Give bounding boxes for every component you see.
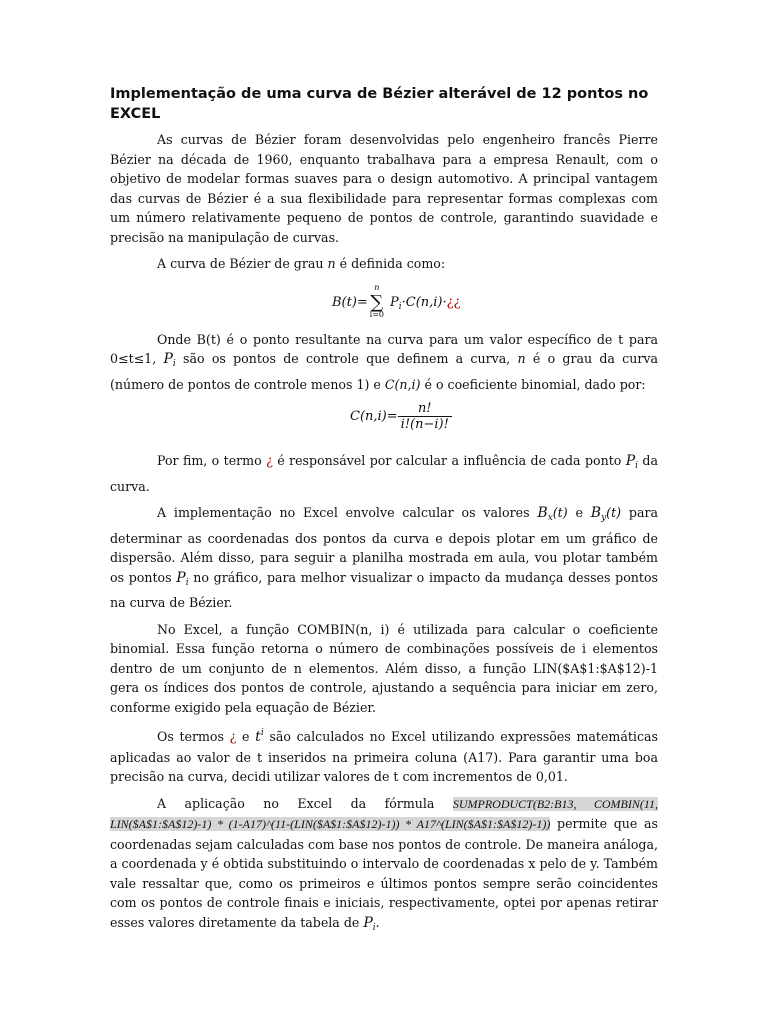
excel-formula: SUMPRODUCT(B2:B13, COMBIN(11, LIN($A$1:$A$12)-1) * (1-A17)^(11-(LIN($A$1:$A$12)-1)) * A17^(LIN($A$1:$A$12)-1)) [110,796,658,831]
binomial-numerator: n! [398,401,452,417]
formula-text-1: A aplicação no Excel da fórmula [157,795,453,811]
math-bx-sub: x [547,513,553,523]
terms-and: e [236,729,256,744]
equation-middle: ·C(n,i)· [401,294,447,310]
math-pi-sub: i [372,922,376,933]
where-text-2: são os pontos de controle que definem a curva, [175,351,518,366]
document-title: Implementação de uma curva de Bézier alterável de 12 pontos no EXCEL [110,86,649,122]
math-bx: B [537,505,548,521]
sigma-symbol: ∑ [370,291,384,313]
document-page [110,84,658,945]
definition-text-after: é definida como: [335,256,446,271]
math-n: n [517,351,526,366]
math-by-sub: y [601,513,607,523]
equation-term-p: P [389,294,399,310]
math-cni: C(n,i) [384,376,421,392]
math-pi-sub: i [172,359,176,369]
math-pi: P [163,351,173,367]
summation [368,282,386,319]
math-t-sup: i [260,728,264,738]
impl-text-3: no gráfico, para melhor visualizar o impacto da mudança desses pontos na curva de Bézier. [110,569,658,610]
math-by-arg: (t) [606,505,622,520]
terms-text-2: são calculados no Excel utilizando expressões matemáticas aplicadas ao valor de t inseridos na primeira coluna (A17). Para garantir uma boa precisão na curva, decidi utilizar valores de t com incrementos de 0,01. [110,729,658,784]
paragraph-intro: As curvas de Bézier foram desenvolvidas pelo engenheiro francês Pierre Bézier na década de 1960, enquanto trabalhava para a empresa Renault, com o objetivo de modelar formas suaves para o design automotivo. A principal vantagem das curvas de Bézier é a sua flexibilidade para representar formas complexas com um número relativamente pequeno de pontos de controle, garantindo suavidade e precisão na manipulação de curvas. [110,132,658,245]
equation-lhs: B(t)= [332,294,368,310]
bezier-equation [110,278,658,324]
sum-lower-limit: i=0 [369,309,384,319]
math-pi-sub: i [635,461,639,471]
paragraph-where [110,330,658,395]
paragraph-formula [110,794,658,939]
term-text-1: Por fim, o termo [157,453,267,468]
where-text-1: Onde B(t) é o ponto resultante na curva para um valor específico de t para 0≤t≤1, [110,331,658,366]
math-pi: P [176,569,186,586]
math-by: B [590,505,602,521]
terms-text-1: Os termos [157,729,230,744]
broken-glyph: ¿ [229,729,237,744]
definition-text-before: A curva de Bézier de grau [157,256,328,271]
impl-text-1: A implementação no Excel envolve calcular os valores [157,505,538,520]
math-n: n [327,256,336,271]
math-pi: P [363,914,373,931]
paragraph-term [110,451,658,496]
sum-upper-limit: n [374,282,380,292]
binomial-equation [110,401,658,443]
broken-glyph: ¿ [266,453,273,468]
math-pi-sub: i [185,577,189,588]
impl-text-2: para determinar as coordenadas dos pontos da curva e depois plotar em um gráfico de dispersão. Além disso, para seguir a planilha mostrada em aula, vou plotar também os pontos [110,505,658,585]
equation-term-sub: i [398,301,402,312]
term-text-2: é responsável por calcular a influência de cada ponto [272,453,626,468]
term-text-3: da curva. [110,453,658,494]
math-t: t [255,729,261,745]
paragraph-terms [110,724,658,787]
impl-and: e [567,505,591,520]
where-text-3: é o grau da curva (número de pontos de controle menos 1) e [110,351,658,392]
formula-text-2: permite que as coordenadas sejam calculadas com base nos pontos de controle. De maneira análoga, a coordenada y é obtida substituindo o intervalo de coordenadas x pelo de y. Também vale ressaltar que, como os primeiros e últimos pontos sempre serão coincidentes com os pontos de controle finais e iniciais, respectivamente, optei por apenas retirar esses valores diretamente da tabela de [110,816,659,930]
formula-text-3: . [375,914,380,930]
where-text-4: é o coeficiente binomial, dado por: [420,376,646,392]
binomial-denominator: i!(n−i)! [400,417,449,432]
paragraph-combin: No Excel, a função COMBIN(n, i) é utilizada para calcular o coeficiente binomial. Essa função retorna o número de combinações possíveis de i elementos dentro de um conjunto de n elementos. Além disso, a função LIN($A$1:$A$12)-1 gera os índices dos pontos de controle, ajustando a sequência para iniciar em zero, conforme exigido pela equação de Bézier. [110,621,658,715]
equation-broken-glyph: ¿¿ [446,294,461,310]
math-pi: P [625,453,636,469]
binomial-fraction [398,401,452,432]
math-bx-arg: (t) [552,505,568,520]
paragraph-implementation [110,503,658,613]
binomial-lhs: C(n,i)= [350,409,398,424]
paragraph-definition [110,254,658,274]
